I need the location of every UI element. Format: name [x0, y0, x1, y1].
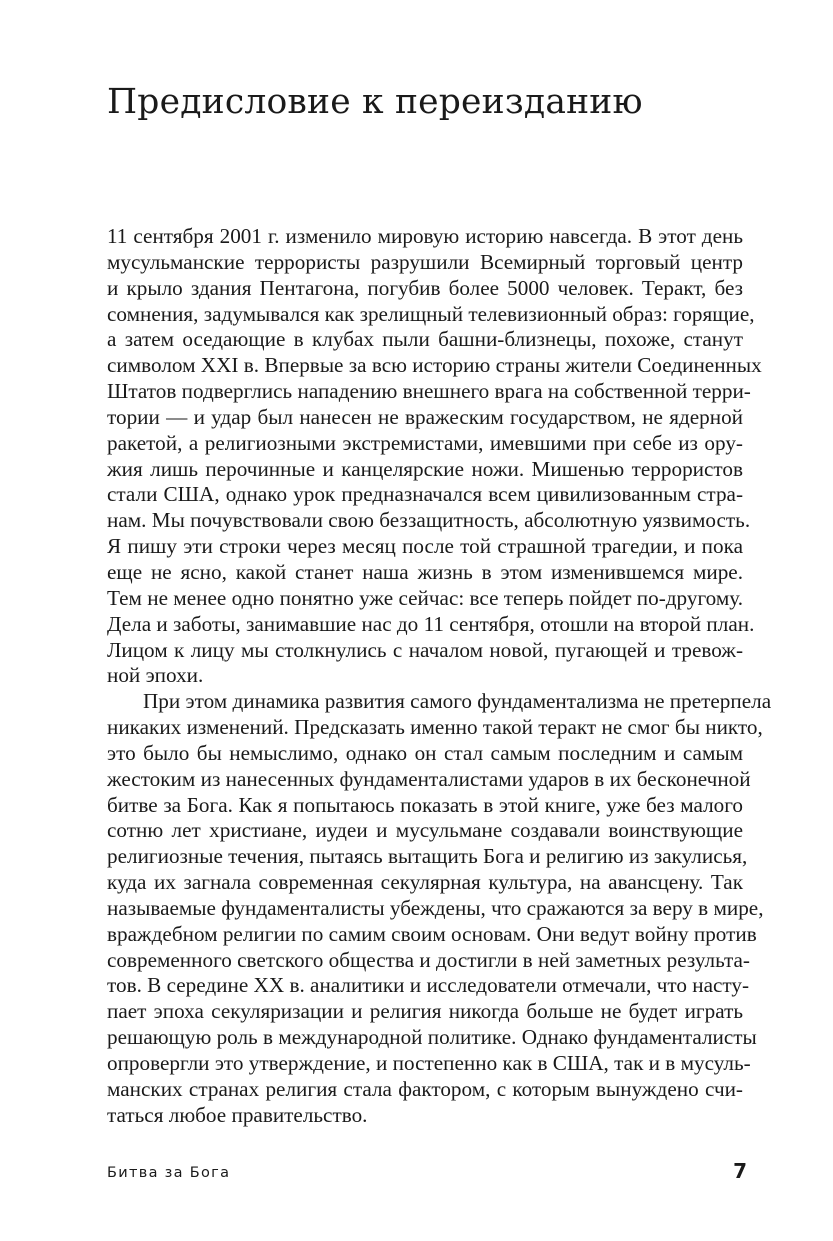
- paragraph-1: [107, 224, 762, 689]
- text-line: сотню лет христиане, иудеи и мусульмане создавали воинствующие: [107, 818, 743, 843]
- text-line: При этом динамика развития самого фундаментализма не претерпела: [143, 689, 772, 714]
- text-line: это было бы немыслимо, однако он стал самым последним и самым: [107, 740, 743, 765]
- text-line: Тем не менее одно понятно уже сейчас: все теперь пойдет по-другому.: [107, 585, 743, 610]
- text-line: сомнения, задумывался как зрелищный телевизионный образ: горящие,: [107, 301, 755, 326]
- text-line: ной эпохи.: [107, 663, 204, 688]
- text-line: враждебном религии по самим своим основам. Они ведут войну против: [107, 921, 757, 946]
- text-line: Штатов подверглись нападению внешнего врага на собственной терри-: [107, 379, 751, 404]
- text-line: решающую роль в международной политике. Однако фундаменталисты: [107, 1025, 757, 1050]
- text-line: пает эпоха секуляризации и религия никогда больше не будет играть: [107, 999, 743, 1024]
- text-line: жия лишь перочинные и канцелярские ножи. Мишенью террористов: [107, 456, 743, 481]
- text-line: битве за Бога. Как я попытаюсь показать в этой книге, уже без малого: [107, 792, 743, 817]
- text-line: опровергли это утверждение, и постепенно как в США, так и в мусуль-: [107, 1051, 751, 1075]
- text-line: Лицом к лицу мы столкнулись с началом новой, пугающей и тревож-: [107, 637, 743, 662]
- text-line: современного светского общества и достигли в ней заметных результа-: [107, 947, 750, 972]
- text-line: 11 сентября 2001 г. изменило мировую историю навсегда. В этот день: [107, 224, 743, 248]
- text-line: куда их загнала современная секулярная культура, на авансцену. Так: [107, 870, 743, 895]
- text-line: тории — и удар был нанесен не вражеским государством, не ядерной: [107, 404, 743, 429]
- body-text: [107, 224, 772, 1129]
- text-line: Я пишу эти строки через месяц после той страшной трагедии, и пока: [107, 534, 743, 559]
- text-line: таться любое правительство.: [107, 1102, 368, 1127]
- page-title: Предисловие к переизданию: [107, 82, 643, 122]
- running-footer-book-title: Битва за Бога: [107, 1165, 231, 1181]
- text-line: религиозные течения, пытаясь вытащить Бога и религию из закулисья,: [107, 844, 748, 869]
- text-line: символом XXI в. Впервые за всю историю страны жители Соединенных: [107, 353, 762, 378]
- paragraph-2: [107, 689, 772, 1128]
- text-line: никаких изменений. Предсказать именно такой теракт не смог бы никто,: [107, 715, 763, 740]
- text-line: жестоким из нанесенных фундаменталистами ударов в их бесконечной: [107, 766, 751, 791]
- page-number: 7: [733, 1159, 747, 1183]
- text-line: манских странах религия стала фактором, с которым вынуждено счи-: [107, 1076, 743, 1101]
- text-line: нам. Мы почувствовали свою беззащитность, абсолютную уязвимость.: [107, 508, 751, 533]
- text-line: называемые фундаменталисты убеждены, что сражаются за веру в мире,: [107, 895, 764, 920]
- text-line: а затем оседающие в клубах пыли башни-близнецы, похоже, станут: [107, 327, 743, 352]
- text-line: еще не ясно, какой станет наша жизнь в этом изменившемся мире.: [107, 559, 743, 584]
- text-line: и крыло здания Пентагона, погубив более 5000 человек. Теракт, без: [107, 275, 743, 300]
- text-line: тов. В середине XX в. аналитики и исследователи отмечали, что насту-: [107, 973, 750, 998]
- text-line: мусульманские террористы разрушили Всемирный торговый центр: [107, 249, 743, 274]
- text-line: стали США, однако урок предназначался всем цивилизованным стра-: [107, 482, 743, 507]
- text-line: ракетой, а религиозными экстремистами, имевшими при себе из ору-: [107, 430, 743, 455]
- text-line: Дела и заботы, занимавшие нас до 11 сентября, отошли на второй план.: [107, 611, 755, 636]
